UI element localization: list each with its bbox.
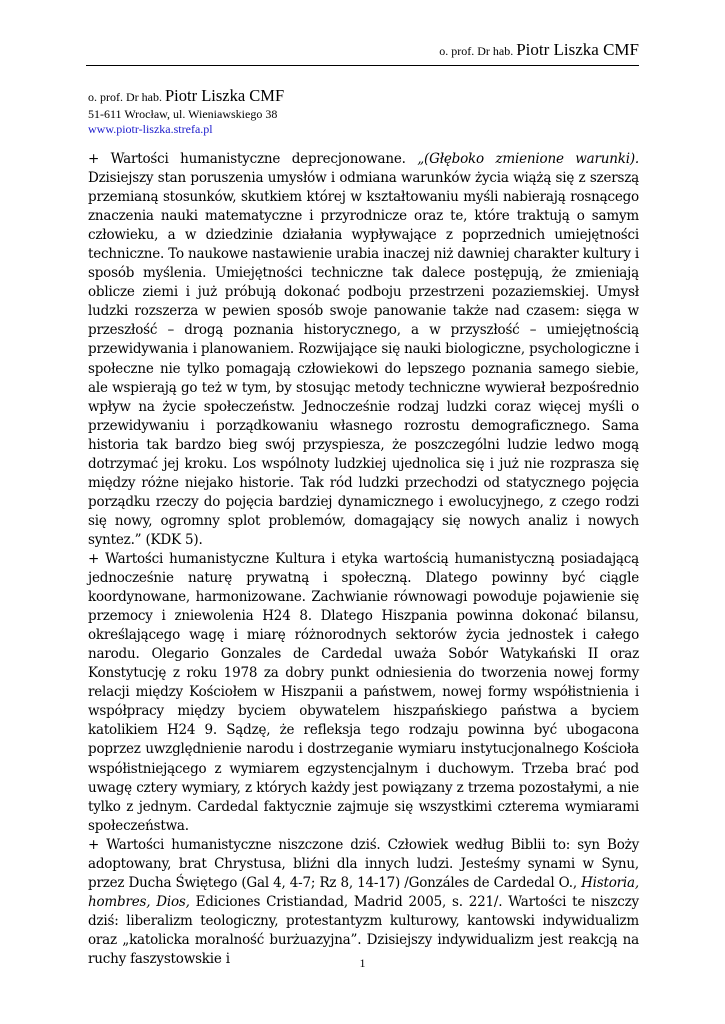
paragraph-text: + Wartości humanistyczne Kultura i etyka wartością humanistyczną posiadającą jednocześnie naturę prywatną i społeczną. Dlatego powinny być ciągle koordynowane, harmonizowane. Zachwianie równowagi powoduje pojawienie się przemocy i zniewolenia H24 8. Dlatego Hiszpania powinna dokonać bilansu, określającego wagę i miarę różnorodnych sektorów życia jednostek i całego narodu. Olegario Gonzales de Cardedal uważa Sobór Watykański II oraz Konstytucję z roku 1978 za dobry punkt odniesienia do tworzenia nowej formy relacji między Kościołem w Hiszpanii a państwem, nowej formy współistnienia i współpracy między byciem obywatelem hiszpańskiego państwa a byciem katolikiem H24 9. Sądzę, że refleksja tego rodzaju powinna być ubogacona poprzez uwzględnienie narodu i dostrzeganie wymiaru instytucjonalnego Kościoła współistniejącego z wymiarem egzystencjalnym i duchowym. Trzeba brać pod uwagę cztery wymiary, z których każdy jest powiązany z trzema pozostałymi, a nie tylko z jednym. Cardedal faktycznie zajmuje się wszystkimi czterema wymiarami społeczeństwa. bbox=[88, 550, 639, 834]
paragraph-emphasis: Historia, hombres, Dios, bbox=[88, 874, 639, 910]
paragraph bbox=[88, 550, 639, 836]
paragraph-emphasis: „(Głęboko zmienione warunki). bbox=[417, 151, 640, 167]
paragraph bbox=[88, 150, 639, 550]
body-text bbox=[88, 150, 639, 969]
running-header bbox=[139, 40, 639, 60]
paragraph-text: Ediciones Cristiandad, Madrid 2005, s. 221/. Wartości te niszczy dziś: liberalizm teologiczny, protestantyzm kulturowy, kantowski indywidualizm oraz „katolicka moralność burżuazyjna”. Dzisiejszy indywidualizm jest reakcją na ruchy faszystowskie i bbox=[88, 893, 639, 967]
paragraph-text: + Wartości humanistyczne niszczone dziś. Człowiek według Biblii to: syn Boży adoptowany, brat Chrystusa, bliźni dla innych ludzi. Jesteśmy synami w Synu, przez Ducha Świętego (Gal 4, 4-7; Rz 8, 14-17) /Gonzáles de Cardedal O., bbox=[88, 836, 639, 891]
page-number: 1 bbox=[359, 956, 366, 970]
author-name: Piotr Liszka CMF bbox=[164, 86, 285, 105]
paragraph-text: + Wartości humanistyczne deprecjonowane. bbox=[88, 151, 418, 167]
running-header-prefix: o. prof. Dr hab. bbox=[439, 44, 514, 58]
author-block bbox=[88, 86, 648, 137]
header-divider bbox=[86, 65, 639, 66]
author-name-line bbox=[88, 86, 648, 107]
author-address: 51-611 Wrocław, ul. Wieniawskiego 38 bbox=[88, 107, 278, 121]
paragraph bbox=[88, 836, 639, 969]
author-prefix: o. prof. Dr hab. bbox=[88, 90, 162, 104]
author-website-link[interactable]: www.piotr-liszka.strefa.pl bbox=[88, 122, 213, 136]
paragraph-text: Dzisiejszy stan poruszenia umysłów i odmiana warunków życia wiążą się z szerszą przemianą stosunków, skutkiem której w kształtowaniu myśli nabierają rosnącego znaczenia nauki matematyczne i przyrodnicze oraz te, które traktują o samym człowieku, a w dziedzinie działania wypływające z poprzednich umiejętności techniczne. To naukowe nastawienie urabia inaczej niż dawniej charakter kultury i sposób myślenia. Umiejętności techniczne tak dalece postępują, że zmieniają oblicze ziemi i już próbują dokonać podboju przestrzeni pozaziemskiej. Umysł ludzki rozszerza w pewien sposób swoje panowanie także nad czasem: sięga w przeszłość – drogą poznania historycznego, a w przyszłość – umiejętnością przewidywania i planowaniem. Rozwijające się nauki biologiczne, psychologiczne i społeczne nie tylko pomagają człowiekowi do lepszego poznania samego siebie, ale wspierają go też w tym, by stosując metody techniczne wywierał bezpośrednio wpływ na życie społeczeństw. Jednocześnie rodzaj ludzki coraz więcej myśli o przewidywaniu i porządkowaniu własnego rozrostu demograficznego. Sama historia tak bardzo bieg swój przyspiesza, że poszczególni ludzie ledwo mogą dotrzymać jej kroku. Los wspólnoty ludzkiej ujednolica się i już nie rozprasza się między różne niejako historie. Tak ród ludzki przechodzi od statycznego pojęcia porządku rzeczy do pojęcia bardziej dynamicznego i ewolucyjnego, z czego rodzi się nowy, ogromny splot problemów, domagający się nowych analiz i nowych syntez.” (KDK 5). bbox=[88, 170, 639, 548]
running-header-name: Piotr Liszka CMF bbox=[516, 40, 639, 59]
